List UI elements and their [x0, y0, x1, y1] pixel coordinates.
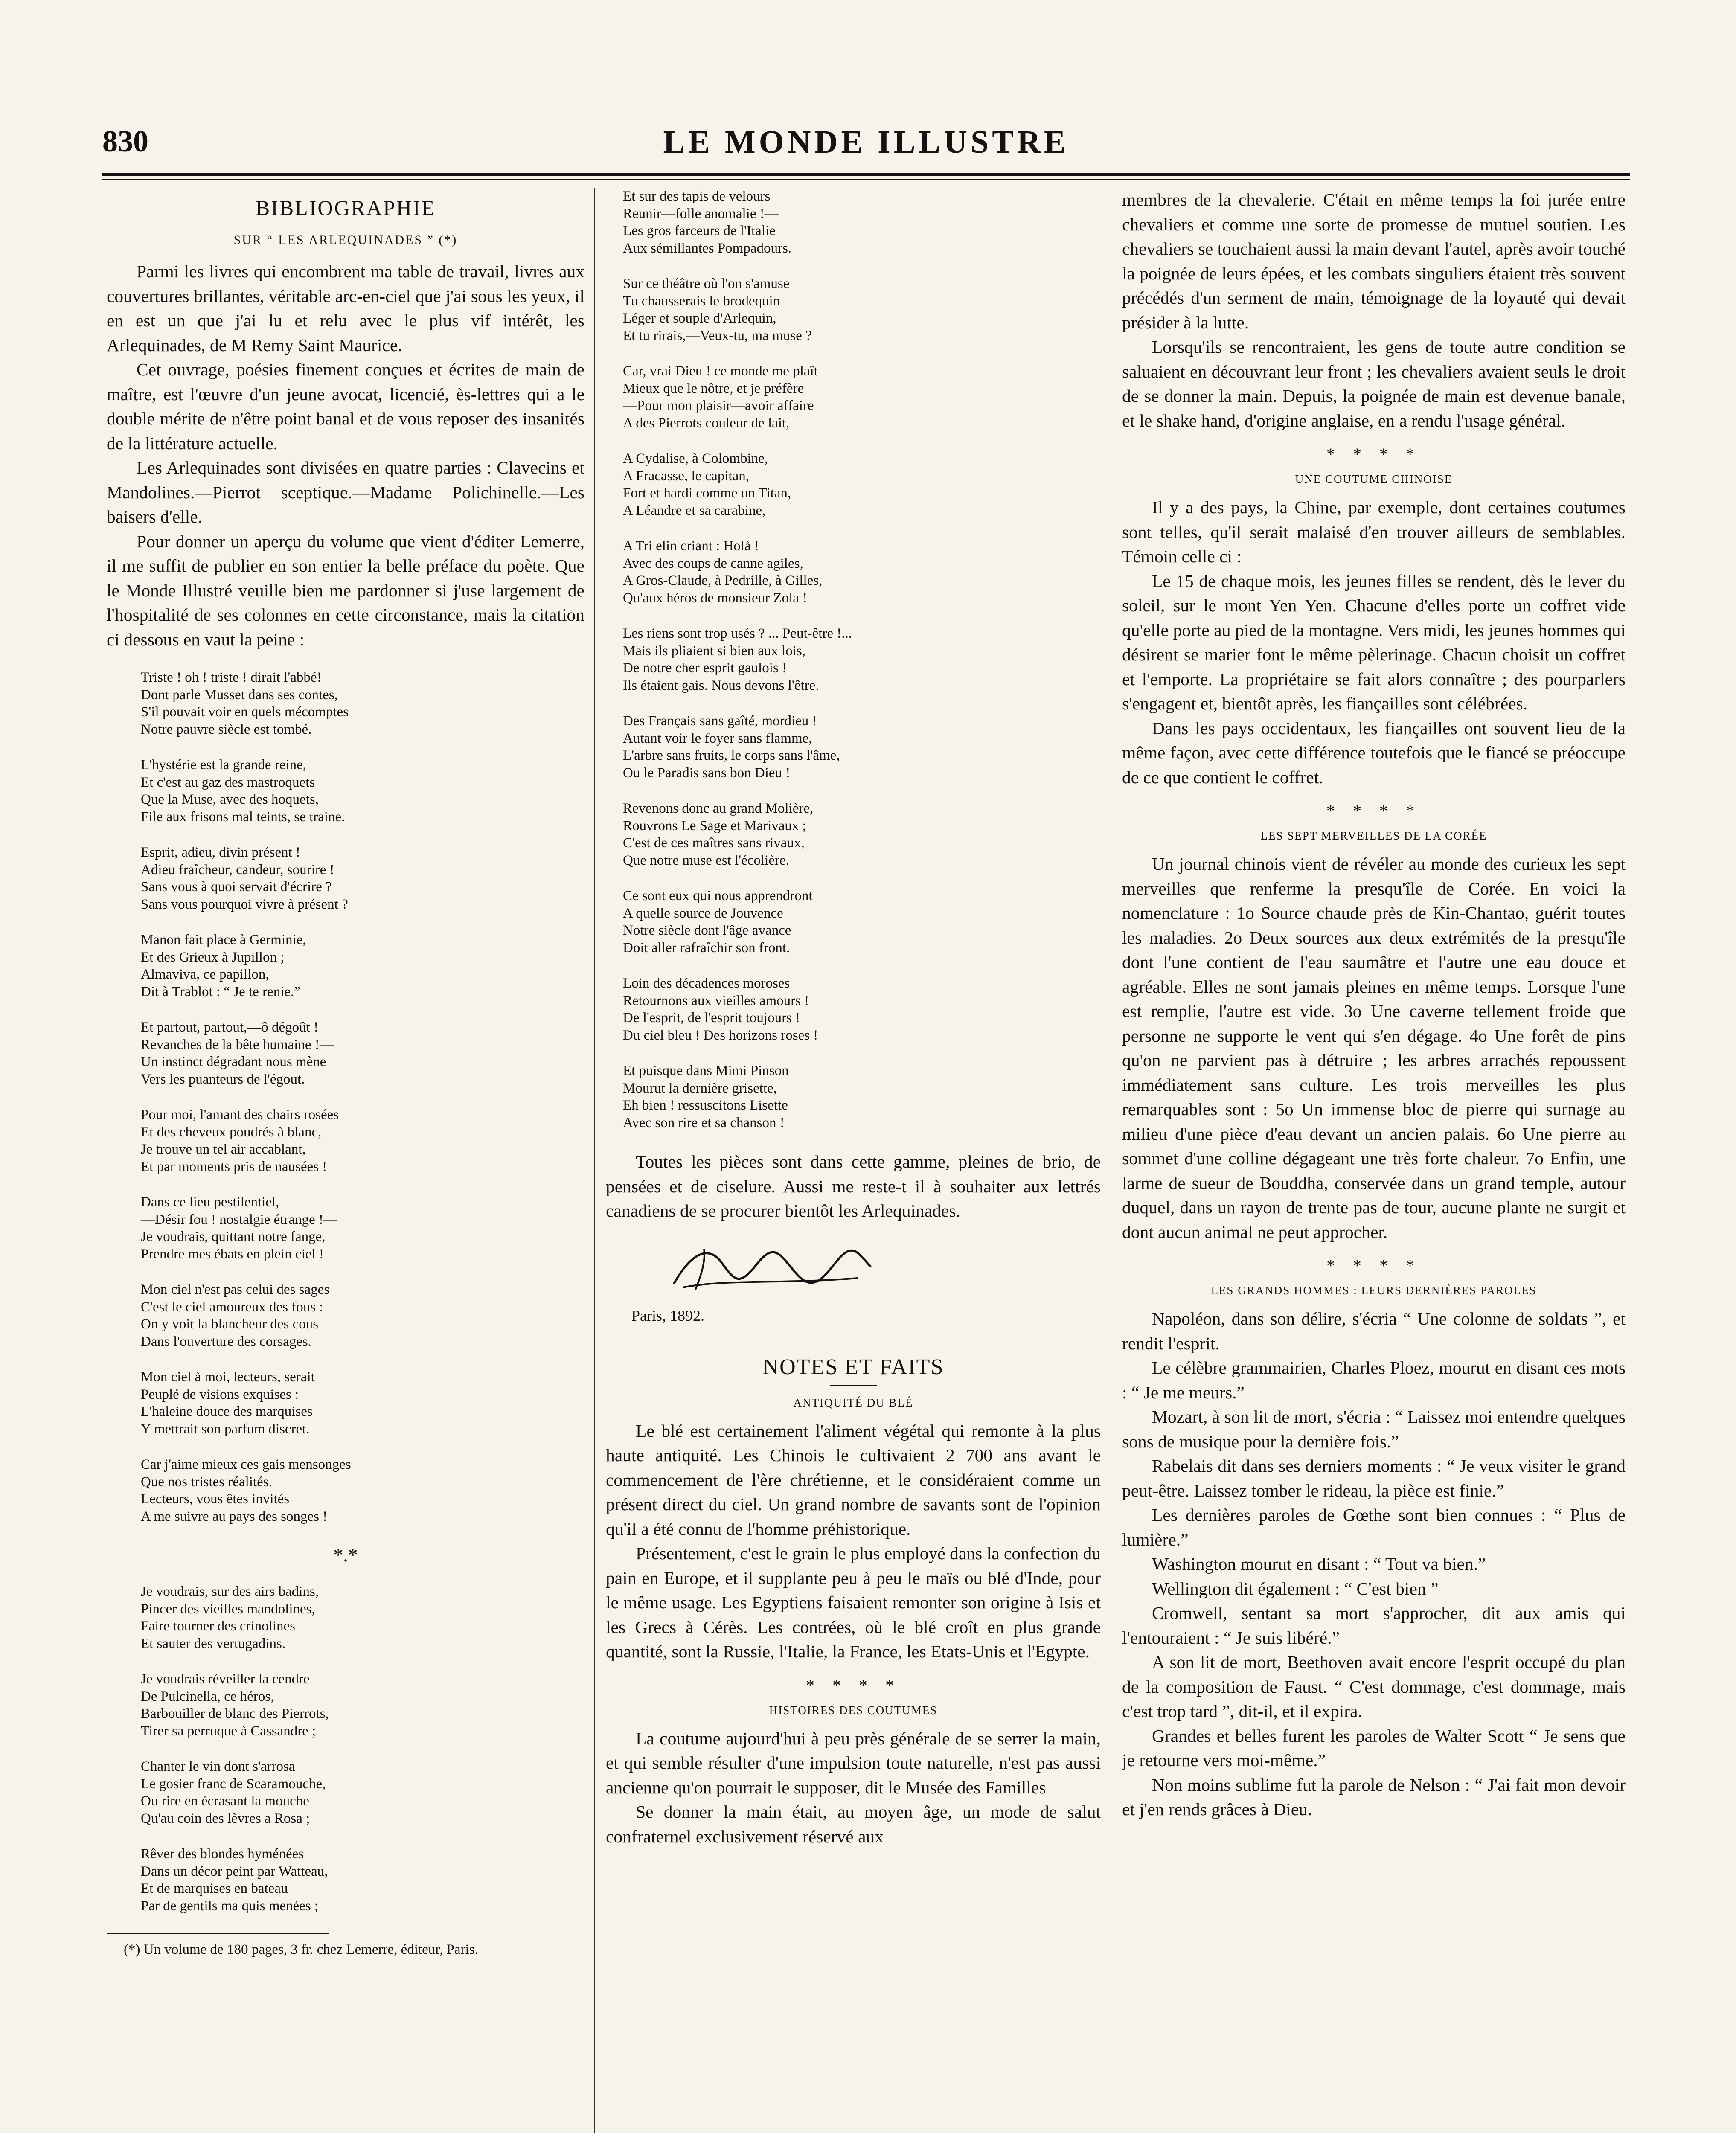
poem-line: Mourut la dernière grisette, [623, 1080, 777, 1096]
paragraph: Le 15 de chaque mois, les jeunes filles se rendent, dès le lever du soleil, sur le mont Yen Yen. Chacune d'elles porte un coffret vide qu'elle porte au pied de la montagne. Vers midi, les jeunes hommes qui désirent se marier font le même pèlerinage. Chacun choisit un coffret et l'emporte. La propriétaire se fait alors connaître ; des pourparlers s'engagent et, bientôt après, les fiançailles sont célébrées. [1122, 571, 1626, 713]
poem-line: De notre cher esprit gaulois ! [623, 660, 787, 676]
poem-line: Ou le Paradis sans bon Dieu ! [623, 765, 791, 781]
poem-line: Et tu rirais,—Veux-tu, ma muse ? [623, 328, 812, 343]
poem-line: Retournons aux vieilles amours ! [623, 993, 809, 1008]
paragraph: Lorsqu'ils se rencontraient, les gens de toute autre condition se saluaient en découvrant leur front ; les chevaliers avaient seuls le droit de se donner la main. Depuis, la poignée de main est devenue banale, et le shake hand, d'origine anglaise, en a rendu l'usage général. [1122, 337, 1626, 430]
poem-line: De l'esprit, de l'esprit toujours ! [623, 1010, 800, 1026]
bibliographie-intro [107, 259, 584, 652]
poem-line: Un instinct dégradant nous mène [141, 1054, 326, 1069]
column-2 [606, 188, 1101, 2133]
poem-line: L'hystérie est la grande reine, [141, 757, 307, 773]
poem-line: Sans vous à quoi servait d'écrire ? [141, 879, 332, 895]
poem-line: Je trouve un tel air accablant, [141, 1142, 306, 1157]
poem-line: Doit aller rafraîchir son front. [623, 940, 790, 956]
poem-stanza [141, 1583, 584, 1652]
poem-line: Sur ce théâtre où l'on s'amuse [623, 276, 790, 291]
poem-line: Esprit, adieu, divin présent ! [141, 845, 300, 860]
poem-line: Y mettrait son parfum discret. [141, 1421, 310, 1437]
paragraph: Se donner la main était, au moyen âge, un mode de salut confraternel exclusivement réservé aux [606, 1802, 1101, 1846]
section-separator-stars: * * * * [1326, 1256, 1421, 1275]
poem-line: L'haleine douce des marquises [141, 1404, 313, 1419]
poem-line: Aux sémillantes Pompadours. [623, 240, 792, 256]
poem-line: Vers les puanteurs de l'égout. [141, 1071, 305, 1087]
poem-line: Je voudrais réveiller la cendre [141, 1671, 310, 1687]
poem-line: Et c'est au gaz des mastroquets [141, 774, 315, 790]
sept-merveilles-text [1122, 852, 1626, 1244]
poem-stanza [623, 1062, 1101, 1131]
poem-stanza [623, 975, 1101, 1044]
poem-line: Qu'au coin des lèvres a Rosa ; [141, 1810, 310, 1826]
poem-line: Revanches de la bête humaine !— [141, 1037, 334, 1052]
poem-line: —Désir fou ! nostalgie étrange !— [141, 1212, 337, 1227]
paragraph: Wellington dit également : “ C'est bien ” [1152, 1578, 1439, 1598]
column-divider [594, 188, 595, 2133]
poem-line: Car j'aime mieux ces gais mensonges [141, 1457, 351, 1472]
poem-line: Et des cheveux poudrés à blanc, [141, 1124, 322, 1140]
bibliographie-title: BIBLIOGRAPHIE [255, 196, 436, 220]
preface-poem [141, 669, 584, 1525]
paragraph: Le célèbre grammairien, Charles Ploez, mourut en disant ces mots : “ Je me meurs.” [1122, 1358, 1626, 1402]
coutume-chinoise-title: UNE COUTUME CHINOISE [1295, 473, 1453, 485]
poem-stanza [141, 1671, 584, 1740]
poem-line: Par de gentils ma quis menées ; [141, 1898, 319, 1914]
poem-line: Mieux que le nôtre, et je préfère [623, 381, 804, 396]
poem-line: Mon ciel à moi, lecteurs, serait [141, 1369, 315, 1385]
header-rule-thin [102, 179, 1630, 180]
poem-line: Et sur des tapis de velours [623, 189, 771, 204]
poem-line: Loin des décadences moroses [623, 976, 790, 991]
coutume-chinoise-text [1122, 495, 1626, 790]
poem-line: Qu'aux héros de monsieur Zola ! [623, 590, 808, 606]
poem-stanza [623, 887, 1101, 956]
paragraph: Rabelais dit dans ses derniers moments : “ Je veux visiter le grand peut-être. Laissez tomber le rideau, la pièce est finie.” [1122, 1456, 1626, 1500]
poem-line: Pincer des vieilles mandolines, [141, 1601, 315, 1617]
header-rule-thick [102, 173, 1630, 176]
paragraph: Cet ouvrage, poésies finement conçues et écrites de main de maître, est l'œuvre d'un jeune avocat, licencié, ès-lettres qui a le double mérite de n'être point banal et de vous reposer des insanités de la littérature actuelle. [107, 360, 584, 453]
poem-line: Lecteurs, vous êtes invités [141, 1491, 290, 1507]
poem-line: Avec des coups de canne agiles, [623, 555, 803, 571]
poem-line: Que la Muse, avec des hoquets, [141, 792, 319, 807]
poem-line: Du ciel bleu ! Des horizons roses ! [623, 1027, 818, 1043]
paragraph: Mozart, à son lit de mort, s'écria : “ Laissez moi entendre quelques sons de musique pour la dernière fois.” [1122, 1407, 1626, 1451]
poem-line: Et des Grieux à Jupillon ; [141, 949, 285, 965]
poem-line: Mon ciel n'est pas celui des sages [141, 1282, 330, 1297]
paragraph: Il y a des pays, la Chine, par exemple, dont certaines coutumes sont telles, qu'il serait malaisé d'en trouver ailleurs de semblables. Témoin celle ci : [1122, 497, 1626, 566]
poem-stanza [141, 1845, 584, 1915]
poem-line: Chanter le vin dont s'arrosa [141, 1759, 295, 1774]
poem-line: File aux frisons mal teints, se traine. [141, 809, 345, 825]
poem-line: Dit à Trablot : “ Je te renie.” [141, 984, 300, 1000]
poem-line: Sans vous pourquoi vivre à présent ? [141, 896, 348, 912]
paragraph: A son lit de mort, Beethoven avait encore l'esprit occupé du plan de la composition de Faust. “ C'est dommage, c'est dommage, mais c'est trop tard ”, dit-il, et il expira. [1122, 1652, 1626, 1721]
poem-line: Les riens sont trop usés ? ... Peut-être !... [623, 626, 852, 641]
poem-line: A Fracasse, le capitan, [623, 468, 749, 484]
poem-stanza [623, 800, 1101, 869]
poem-stanza [623, 275, 1101, 344]
poem-line: Reunir—folle anomalie !— [623, 206, 779, 221]
paragraph: Grandes et belles furent les paroles de Walter Scott “ Je sens que je retourne vers moi-même.” [1122, 1726, 1626, 1770]
paragraph: Le blé est certainement l'aliment végétal qui remonte à la plus haute antiquité. Les Chinois le cultivaient 2 700 ans avant le commencement de l'ère chrétienne, et le considéraient comme un présent direct du ciel. Un grand nombre de savants sont de l'opinion qu'il a été connu de l'homme préhistorique. [606, 1421, 1101, 1539]
section-rule [830, 1385, 877, 1386]
antiquite-du-ble-title: ANTIQUITÉ DU BLÉ [793, 1396, 913, 1409]
sept-merveilles-title: LES SEPT MERVEILLES DE LA CORÉE [1260, 829, 1487, 842]
poem-line: Fort et hardi comme un Titan, [623, 485, 791, 501]
histoires-des-coutumes-title: HISTOIRES DES COUTUMES [769, 1703, 938, 1717]
poem-line: Dont parle Musset dans ses contes, [141, 687, 338, 703]
paragraph: Parmi les livres qui encombrent ma table de travail, livres aux couvertures brillantes, véritable arc-en-ciel que j'ai sous les yeux, il en est un que j'ai lu et relu avec le plus vif intérêt, les Arlequinades, de M Remy Saint Maurice. [107, 262, 584, 355]
poem-line: Je voudrais, sur des airs badins, [141, 1584, 319, 1599]
section-separator-stars: * * * * [1326, 445, 1421, 464]
poem-stanza [141, 931, 584, 1000]
paragraph: Présentement, c'est le grain le plus employé dans la confection du pain en Europe, et il supplante peu à peu le maïs ou blé d'Inde, pour le même usage. Les Egyptiens faisaient remonter son origine à Isis et les Grecs à Cérès. Les contrées, où le blé croît en plus grande quantité, sont la Russie, l'Italie, la France, les Etats-Unis et l'Egypte. [606, 1543, 1101, 1661]
poem-line: Manon fait place à Germinie, [141, 932, 306, 947]
poem-line: Et partout, partout,—ô dégoût ! [141, 1020, 319, 1035]
poem-stanza [141, 669, 584, 738]
paragraph: Un journal chinois vient de révéler au monde des curieux les sept merveilles que renferme la presqu'île de Corée. En voici la nomenclature : 1o Source chaude près de Kin-Chantao, guérit toutes les maladies. 2o Deux sources aux deux extrémités de la presqu'île dont l'une contient de l'eau saumâtre et l'autre une eau douce et agréable. Elles ne sont jamais pleines en même temps. Lorsque l'une est remplie, l'autre est vide. 3o Une caverne tellement froide que personne ne supporte le vent qui s'en dégage. 4o Une forêt de pins qu'on ne parvient pas à détruire ; les arbres arrachés repoussent immédiatement sans culture. Les trois merveilles les plus remarquables sont : 5o Un immense bloc de pierre qui surnage au milieu d'une pièce d'eau devant un ancien palais. 6o Une pierre au sommet d'une colline dégageant une très forte chaleur. 7o Enfin, une larme de sueur de Bouddha, conservée dans un grand temple, autour duquel, dans un rayon de trente pas de tour, aucune plante ne surgit et dont aucun animal ne peut approcher. [1122, 854, 1626, 1242]
grands-hommes-text [1122, 1307, 1626, 1822]
notes-et-faits-title: NOTES ET FAITS [762, 1354, 944, 1379]
poem-line: C'est de ces maîtres sans rivaux, [623, 835, 805, 851]
poem-line: Rouvrons Le Sage et Marivaux ; [623, 818, 806, 834]
preface-poem-part2 [141, 1583, 584, 1915]
poem-line: Des Français sans gaîté, mordieu ! [623, 713, 817, 729]
paragraph: Napoléon, dans son délire, s'écria “ Une colonne de soldats ”, et rendit l'esprit. [1122, 1309, 1626, 1353]
handwritten-signature [657, 1236, 879, 1296]
poem-stanza [623, 625, 1101, 694]
poem-line: Autant voir le foyer sans flamme, [623, 730, 812, 746]
paragraph: Non moins sublime fut la parole de Nelson : “ J'ai fait mon devoir et j'en rends grâces à Dieu. [1122, 1775, 1626, 1819]
poem-line: Adieu fraîcheur, candeur, sourire ! [141, 862, 334, 878]
poem-line: Dans un décor peint par Watteau, [141, 1863, 328, 1879]
section-separator-stars: * * * * [1326, 801, 1421, 820]
poem-line: S'il pouvait voir en quels mécomptes [141, 704, 349, 720]
poem-line: Barbouiller de blanc des Pierrots, [141, 1706, 329, 1721]
paragraph: La coutume aujourd'hui à peu près générale de se serrer la main, et qui semble résulter d'une impulsion toute naturelle, n'est pas aussi ancienne qu'on pourrait le supposer, dit le Musée des Familles [606, 1728, 1101, 1797]
poem-line: Peuplé de visions exquises : [141, 1386, 299, 1402]
paragraph: membres de la chevalerie. C'était en même temps la foi jurée entre chevaliers et comme une sorte de promesse de mutuel soutien. Les chevaliers se touchaient aussi la main devant l'autel, après avoir touché la poignée de leurs épées, et les combats singuliers étaient très souvent précédés d'un serment de main, témoignage de la loyauté qui devait présider à la lutte. [1122, 190, 1626, 332]
paragraph: Les Arlequinades sont divisées en quatre parties : Clavecins et Mandolines.—Pierrot sceptique.—Madame Polichinelle.—Les baisers d'elle. [107, 458, 584, 526]
poem-stanza [141, 1106, 584, 1175]
poem-stanza [623, 188, 1101, 257]
poem-line: A Cydalise, à Colombine, [623, 451, 768, 466]
poem-line: Revenons donc au grand Molière, [623, 801, 814, 816]
poem-line: A me suivre au pays des songes ! [141, 1508, 328, 1524]
poem-line: On y voit la blancheur des cous [141, 1316, 319, 1332]
poem-line: —Pour mon plaisir—avoir affaire [623, 398, 814, 413]
asterism: *.* [333, 1544, 358, 1566]
poem-line: Prendre mes ébats en plein ciel ! [141, 1246, 324, 1262]
poem-stanza [623, 538, 1101, 607]
poem-stanza [141, 844, 584, 913]
poem-line: Et de marquises en bateau [141, 1881, 288, 1896]
footnote: (*) Un volume de 180 pages, 3 fr. chez Lemerre, éditeur, Paris. [124, 1942, 478, 1957]
histoires-continued [1122, 188, 1626, 433]
poem-line: Ils étaient gais. Nous devons l'être. [623, 677, 819, 693]
poem-stanza [623, 712, 1101, 782]
poem-line: Dans l'ouverture des corsages. [141, 1334, 311, 1349]
poem-line: Les gros farceurs de l'Italie [623, 223, 776, 238]
antiquite-du-ble-text [606, 1419, 1101, 1664]
poem-line: Dans ce lieu pestilentiel, [141, 1194, 279, 1210]
poem-line: A quelle source de Jouvence [623, 905, 783, 921]
poem-line: A Gros-Claude, à Pedrille, à Gilles, [623, 573, 823, 588]
paragraph: Washington mourut en disant : “ Tout va bien.” [1152, 1554, 1486, 1574]
page-number: 830 [102, 124, 148, 158]
paragraph: Pour donner un aperçu du volume que vient d'éditer Lemerre, il me suffit de publier en son entier la belle préface du poète. Que le Monde Illustré veuille bien me pardonner si j'use largement de l'hospitalité de ses colonnes en cette circonstance, mais la citation ci dessous en vaut la peine : [107, 531, 584, 649]
place-date: Paris, 1892. [631, 1307, 704, 1324]
poem-line: Tu chausserais le brodequin [623, 293, 780, 309]
poem-line: Et par moments pris de nausées ! [141, 1159, 327, 1174]
paragraph: Cromwell, sentant sa mort s'approcher, dit aux amis qui l'entouraient : “ Je suis libéré.” [1122, 1603, 1626, 1648]
poem-line: A Léandre et sa carabine, [623, 503, 766, 518]
poem-stanza [141, 1456, 584, 1525]
poem-line: Que notre muse est l'écolière. [623, 852, 789, 868]
bibliographie-closing: Toutes les pièces sont dans cette gamme, pleines de brio, de pensées et de ciselure. Aussi me reste-t il à souhaiter aux lettrés canadiens de se procurer bientôt les Arlequinades. [606, 1152, 1101, 1221]
poem-line: Léger et souple d'Arlequin, [623, 311, 776, 326]
poem-line: Rêver des blondes hyménées [141, 1846, 304, 1862]
poem-line: Almaviva, ce papillon, [141, 967, 269, 982]
section-separator-stars: * * * * [806, 1675, 901, 1695]
poem-stanza [141, 756, 584, 825]
page-header [102, 124, 1630, 171]
poem-line: Tirer sa perruque à Cassandre ; [141, 1723, 316, 1739]
poem-line: Eh bien ! ressuscitons Lisette [623, 1098, 788, 1113]
poem-line: Je voudrais, quittant notre fange, [141, 1229, 326, 1244]
paragraph: Les dernières paroles de Gœthe sont bien connues : “ Plus de lumière.” [1122, 1505, 1626, 1549]
poem-line: Que nos tristes réalités. [141, 1474, 272, 1490]
poem-line: Ce sont eux qui nous apprendront [623, 888, 813, 904]
poem-stanza [141, 1369, 584, 1438]
poem-line: A Tri elin criant : Holà ! [623, 538, 759, 554]
footnote-rule [107, 1933, 329, 1934]
column-3 [1122, 188, 1626, 2133]
poem-line: Faire tourner des crinolines [141, 1619, 295, 1634]
poem-line: Car, vrai Dieu ! ce monde me plaît [623, 363, 818, 379]
poem-line: Ou rire en écrasant la mouche [141, 1793, 309, 1809]
poem-line: Avec son rire et sa chanson ! [623, 1115, 785, 1130]
poem-line: Triste ! oh ! triste ! dirait l'abbé! [141, 670, 322, 685]
poem-line: Le gosier franc de Scaramouche, [141, 1776, 326, 1792]
poem-line: Mais ils pliaient si bien aux lois, [623, 643, 806, 659]
poem-line: A des Pierrots couleur de lait, [623, 415, 790, 431]
poem-stanza [141, 1281, 584, 1350]
poem-line: C'est le ciel amoureux des fous : [141, 1299, 323, 1315]
histoires-des-coutumes-text [606, 1726, 1101, 1849]
poem-line: De Pulcinella, ce héros, [141, 1688, 274, 1704]
poem-stanza [623, 450, 1101, 519]
poem-stanza [141, 1019, 584, 1088]
column-1 [107, 188, 584, 2133]
poem-line: Notre siècle dont l'âge avance [623, 923, 791, 938]
poem-line: Et sauter des vertugadins. [141, 1636, 286, 1651]
masthead-title: LE MONDE ILLUSTRE [663, 124, 1069, 160]
poem-line: Pour moi, l'amant des chairs rosées [141, 1107, 339, 1122]
poem-stanza [141, 1194, 584, 1263]
paragraph: Dans les pays occidentaux, les fiançailles ont souvent lieu de la même façon, avec cette différence toutefois que le fiancé se préoccupe de ce que contient le coffret. [1122, 718, 1626, 787]
grands-hommes-title: LES GRANDS HOMMES : LEURS DERNIÈRES PAROLES [1211, 1284, 1537, 1297]
poem-line: L'arbre sans fruits, le corps sans l'âme, [623, 748, 840, 763]
poem-line: Notre pauvre siècle est tombé. [141, 721, 312, 737]
poem-stanza [623, 363, 1101, 432]
poem-line: Et puisque dans Mimi Pinson [623, 1063, 789, 1078]
preface-poem-continued [623, 188, 1101, 1131]
bibliographie-subtitle: SUR “ LES ARLEQUINADES ” (*) [233, 233, 458, 247]
poem-stanza [141, 1758, 584, 1827]
